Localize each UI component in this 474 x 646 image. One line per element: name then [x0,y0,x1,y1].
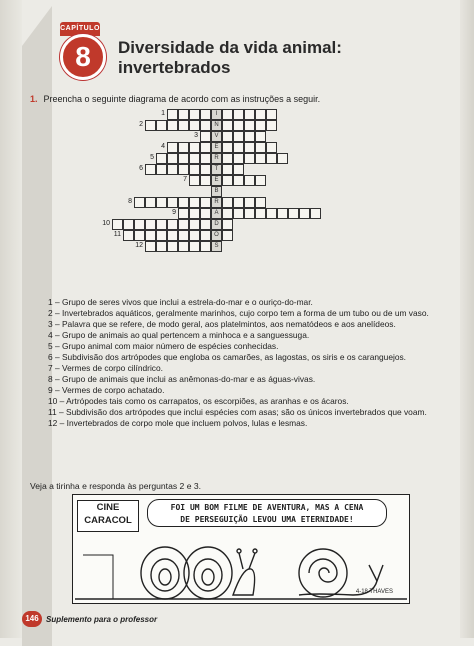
crossword-cell[interactable] [222,120,233,131]
clue-list [48,297,448,429]
crossword-cell[interactable] [189,153,200,164]
key-word-letter: S [214,243,219,249]
crossword-cell[interactable] [178,241,189,252]
crossword-cell[interactable] [244,120,255,131]
crossword-cell[interactable] [233,153,244,164]
crossword-cell[interactable] [156,197,167,208]
clue-item: 4 – Grupo de animais ao qual pertencem a minhoca e a sanguessuga. [48,330,310,340]
key-word-cell [211,120,222,131]
key-word-letter: N [214,122,219,128]
title-line-1: Diversidade da vida animal: [118,38,342,57]
crossword-cell[interactable] [145,164,156,175]
key-word-cell [211,131,222,142]
question-number: 1. [30,94,38,104]
crossword-cell[interactable] [266,142,277,153]
crossword-cell[interactable] [156,230,167,241]
crossword-cell[interactable] [222,230,233,241]
crossword-cell[interactable] [222,175,233,186]
clue-item: 5 – Grupo animal com maior número de espécies conhecidas. [48,341,279,351]
crossword-cell[interactable] [200,230,211,241]
crossword-cell[interactable] [189,241,200,252]
chapter-number: 8 [60,34,106,80]
crossword-cell[interactable] [200,109,211,120]
page-title [118,38,438,78]
comic-instruction: Veja a tirinha e responda às perguntas 2 e 3. [30,481,202,491]
crossword-row-number: 7 [183,176,187,183]
crossword-cell[interactable] [145,197,156,208]
crossword-cell[interactable] [222,109,233,120]
crossword-cell[interactable] [222,131,233,142]
cinema-sign-line-1: CINE [96,502,120,513]
page-gutter [0,0,22,638]
crossword-cell[interactable] [200,241,211,252]
crossword-cell[interactable] [277,153,288,164]
crossword-cell[interactable] [167,109,178,120]
crossword-cell[interactable] [189,230,200,241]
crossword-cell[interactable] [266,109,277,120]
crossword-cell[interactable] [189,219,200,230]
key-word-letter: D [214,221,219,227]
crossword-cell[interactable] [200,131,211,142]
key-word-letter: O [214,232,219,238]
title-line-2: invertebrados [118,58,231,77]
crossword-cell[interactable] [167,142,178,153]
crossword-cell[interactable] [145,219,156,230]
key-word-letter: E [214,144,219,150]
crossword-cell[interactable] [156,241,167,252]
crossword-cell[interactable] [310,208,321,219]
key-word-cell [211,109,222,120]
crossword-cell[interactable] [244,142,255,153]
crossword-cell[interactable] [277,208,288,219]
speech-line-2: DE PERSEGUIÇÃO LEVOU UMA ETERNIDADE! [180,515,354,524]
comic-signature: 4-18 THAVES [355,589,393,595]
crossword-cell[interactable] [178,230,189,241]
crossword-cell[interactable] [123,230,134,241]
crossword-cell[interactable] [255,142,266,153]
crossword-cell[interactable] [266,153,277,164]
crossword-cell[interactable] [134,230,145,241]
crossword-cell[interactable] [167,153,178,164]
crossword-cell[interactable] [222,142,233,153]
crossword-cell[interactable] [189,164,200,175]
clue-item: 6 – Subdivisão dos artrópodes que engloba os camarões, as lagostas, os siris e os caranguejos. [48,352,407,362]
crossword-cell[interactable] [244,109,255,120]
crossword-cell[interactable] [200,164,211,175]
crossword-cell[interactable] [167,230,178,241]
crossword-cell[interactable] [233,131,244,142]
instruction-text: Preencha o seguinte diagrama de acordo com as instruções a seguir. [43,94,321,104]
crossword-cell[interactable] [200,197,211,208]
crossword-cell[interactable] [189,197,200,208]
crossword-cell[interactable] [244,153,255,164]
crossword-row-number: 11 [113,231,121,238]
crossword-cell[interactable] [134,219,145,230]
key-word-letter: R [214,155,219,161]
crossword-cell[interactable] [222,153,233,164]
key-word-cell [211,142,222,153]
crossword-row-number: 8 [128,198,132,205]
speech-line-1: FOI UM BOM FILME DE AVENTURA, MAS A CENA [170,503,364,512]
key-word-letter: I [215,111,218,117]
crossword-cell[interactable] [255,175,266,186]
crossword-cell[interactable] [255,153,266,164]
crossword-cell[interactable] [255,197,266,208]
crossword-cell[interactable] [189,175,200,186]
crossword-cell[interactable] [167,197,178,208]
crossword-cell[interactable] [200,175,211,186]
comic-credit [397,497,407,597]
crossword-cell[interactable] [255,120,266,131]
crossword-row-number: 12 [135,242,143,249]
key-word-cell [211,186,222,197]
crossword-cell[interactable] [145,241,156,252]
page-number: 146 [22,611,42,627]
crossword-cell[interactable] [233,175,244,186]
crossword-cell[interactable] [233,120,244,131]
crossword-cell[interactable] [266,120,277,131]
crossword-cell[interactable] [200,142,211,153]
crossword-cell[interactable] [200,219,211,230]
crossword-cell[interactable] [156,164,167,175]
crossword-cell[interactable] [178,109,189,120]
key-word-cell [211,197,222,208]
crossword-cell[interactable] [178,153,189,164]
clue-item: 12 – Invertebrados de corpo mole que incluem polvos, lulas e lesmas. [48,418,308,428]
key-word-cell [211,219,222,230]
crossword-row-number: 3 [194,132,198,139]
crossword-cell[interactable] [200,120,211,131]
instruction [30,94,320,104]
crossword-cell[interactable] [178,197,189,208]
crossword-cell[interactable] [123,219,134,230]
crossword-cell[interactable] [145,120,156,131]
page-footer [22,611,157,627]
crossword-cell[interactable] [167,219,178,230]
key-word-cell [211,241,222,252]
key-word-letter: R [214,199,219,205]
crossword-cell[interactable] [233,109,244,120]
snails-drawing [73,495,409,603]
key-word-cell [211,208,222,219]
crossword-cell[interactable] [189,109,200,120]
crossword-cell[interactable] [255,109,266,120]
crossword-row-number: 9 [172,209,176,216]
crossword-cell[interactable] [222,208,233,219]
page-edge [460,0,474,638]
crossword-cell[interactable] [134,197,145,208]
crossword-cell[interactable] [145,230,156,241]
crossword-row-number: 2 [139,121,143,128]
cinema-sign-line-2: CARACOL [84,515,132,526]
crossword-cell[interactable] [178,164,189,175]
crossword-cell[interactable] [200,153,211,164]
clue-item: 8 – Grupo de animais que inclui as anêmonas-do-mar e as águas-vivas. [48,374,316,384]
crossword-cell[interactable] [222,219,233,230]
crossword-cell[interactable] [112,219,123,230]
crossword-row-number: 10 [102,220,110,227]
crossword-cell[interactable] [156,153,167,164]
crossword-cell[interactable] [233,208,244,219]
clue-item: 2 – Invertebrados aquáticos, geralmente marinhos, cujo corpo tem a forma de um tubo ou de um vaso. [48,308,429,318]
clue-item: 1 – Grupo de seres vivos que inclui a estrela-do-mar e o ouriço-do-mar. [48,297,313,307]
clue-item: 7 – Vermes de corpo cilíndrico. [48,363,163,373]
crossword-cell[interactable] [178,142,189,153]
crossword-row-number: 4 [161,143,165,150]
crossword-cell[interactable] [189,208,200,219]
key-word-letter: T [214,166,219,172]
clue-item: 11 – Subdivisão dos artrópodes que inclui espécies com asas; são os únicos invertebrados que voam. [48,407,427,417]
crossword-cell[interactable] [200,208,211,219]
crossword-cell[interactable] [255,131,266,142]
crossword-cell[interactable] [178,208,189,219]
key-word-letter: A [214,210,219,216]
key-word-cell [211,153,222,164]
crossword-cell[interactable] [233,164,244,175]
key-word-cell [211,230,222,241]
crossword-cell[interactable] [244,175,255,186]
footer-text: Suplemento para o professor [46,614,158,624]
crossword-cell[interactable] [178,219,189,230]
crossword-cell[interactable] [167,164,178,175]
key-word-cell [211,164,222,175]
crossword-cell[interactable] [244,131,255,142]
crossword-cell[interactable] [189,120,200,131]
chapter-tab-label: CAPÍTULO [60,22,100,36]
key-word-letter: V [214,133,219,139]
comic-strip [72,494,410,604]
crossword-cell[interactable] [233,142,244,153]
crossword-cell[interactable] [288,208,299,219]
crossword-cell[interactable] [299,208,310,219]
key-word-letter: B [214,188,219,194]
key-word-letter: E [214,177,219,183]
crossword-cell[interactable] [266,208,277,219]
chapter-badge [50,22,110,82]
crossword-cell[interactable] [167,120,178,131]
crossword-cell[interactable] [255,208,266,219]
crossword-cell[interactable] [233,197,244,208]
crossword-cell[interactable] [178,120,189,131]
clue-item: 10 – Artrópodes tais como os carrapatos, os escorpiões, as aranhas e os ácaros. [48,396,349,406]
clue-item: 9 – Vermes de corpo achatado. [48,385,165,395]
crossword-cell[interactable] [222,197,233,208]
crossword-cell[interactable] [244,197,255,208]
clue-item: 3 – Palavra que se refere, de modo geral, aos platelmintos, aos nematódeos e aos anelídeos. [48,319,396,329]
crossword-row-number: 6 [139,165,143,172]
crossword-cell[interactable] [244,208,255,219]
crossword-cell[interactable] [167,241,178,252]
crossword-row-number: 1 [161,110,165,117]
crossword-cell[interactable] [156,219,167,230]
key-word-cell [211,175,222,186]
crossword-cell[interactable] [156,120,167,131]
crossword-cell[interactable] [222,164,233,175]
crossword-row-number: 5 [150,154,154,161]
crossword-cell[interactable] [189,142,200,153]
